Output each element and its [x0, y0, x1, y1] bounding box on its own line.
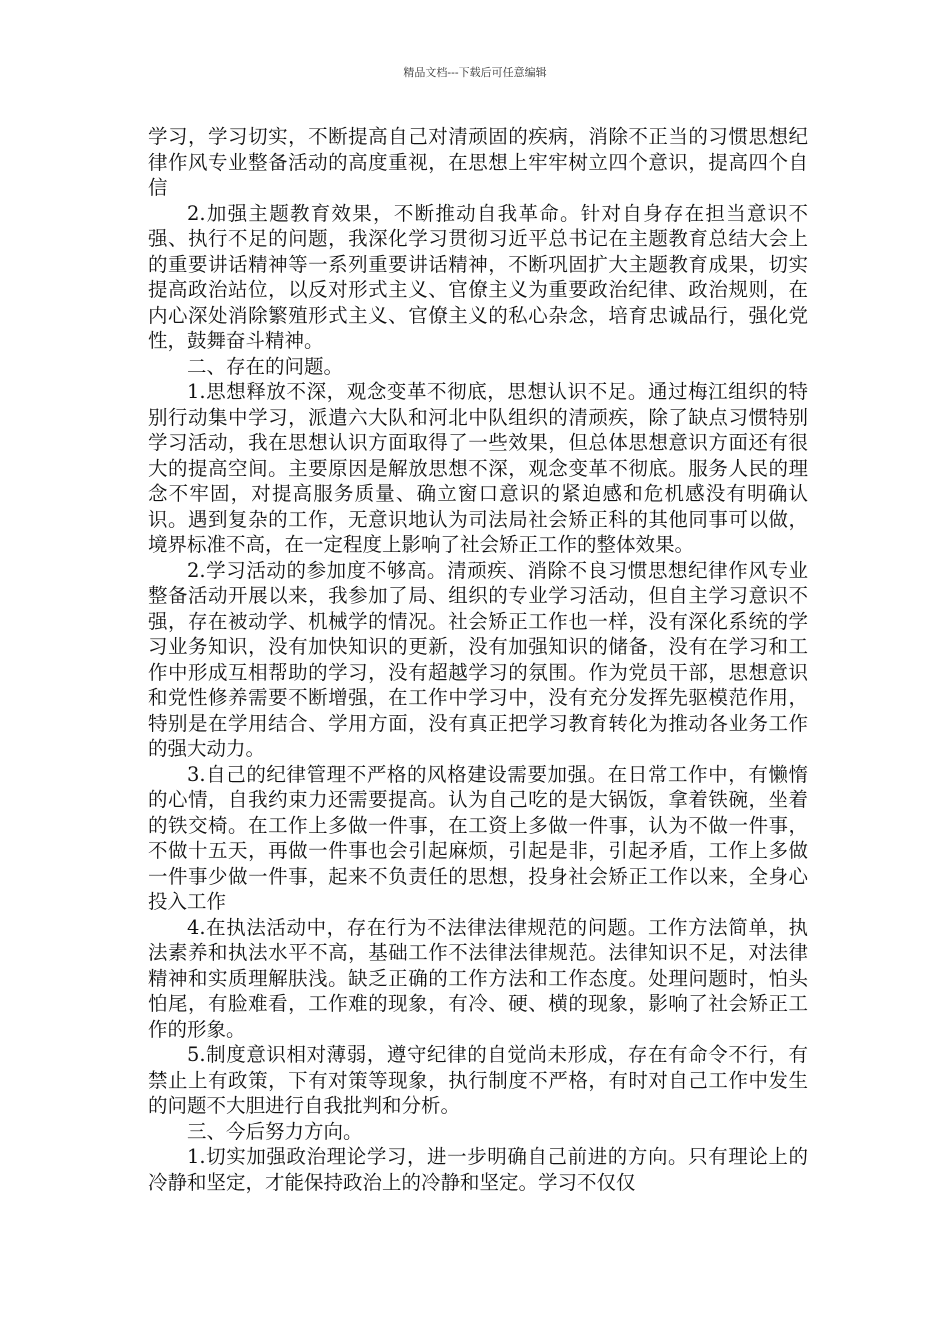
paragraph: 2.加强主题教育效果，不断推动自我革命。针对自身存在担当意识不强、执行不足的问题，我深化学习贯彻习近平总书记在主题教育总结大会上的重要讲话精神等一系列重要讲话精神，不断巩固扩大主题教育成果，切实提高政治站位，以反对形式主义、官僚主义为重要政治纪律、政治规则，在内心深处消除繁殖形式主义、官僚主义的私心杂念，培育忠诚品行，强化党性，鼓舞奋斗精神。 — [148, 201, 808, 352]
paragraph: 4.在执法活动中，存在行为不法律法律规范的问题。工作方法简单，执法素养和执法水平不高，基础工作不法律法律规范。法律知识不足，对法律精神和实质理解肤浅。缺乏正确的工作方法和工作态度。处理问题时，怕头怕尾，有脸难看，工作难的现象，有冷、硬、横的现象，影响了社会矫正工作的形象。 — [148, 915, 808, 1041]
paragraph: 3.自己的纪律管理不严格的风格建设需要加强。在日常工作中，有懒惰的心情，自我约束力还需要提高。认为自己吃的是大锅饭，拿着铁碗，坐着的铁交椅。在工作上多做一件事，在工资上多做一件事，认为不做一件事，不做十五天，再做一件事也会引起麻烦，引起是非，引起矛盾，工作上多做一件事少做一件事，起来不负责任的思想，投身社会矫正工作以来，全身心投入工作 — [148, 762, 808, 913]
section-heading: 二、存在的问题。 — [187, 354, 344, 378]
section-heading: 三、今后努力方向。 — [187, 1119, 363, 1143]
paragraph: 5.制度意识相对薄弱，遵守纪律的自觉尚未形成，存在有命令不行，有禁止上有政策，下有对策等现象，执行制度不严格，有时对自己工作中发生的问题不大胆进行自我批判和分析。 — [148, 1043, 808, 1117]
document-body — [148, 124, 808, 1195]
paragraph: 2.学习活动的参加度不够高。清顽疾、消除不良习惯思想纪律作风专业整备活动开展以来，我参加了局、组织的专业学习活动，但自主学习意识不强，存在被动学、机械学的情况。社会矫正工作也一样，没有深化系统的学习业务知识，没有加快知识的更新，没有加强知识的储备，没有在学习和工作中形成互相帮助的学习，没有超越学习的氛围。作为党员干部，思想意识和党性修养需要不断增强，在工作中学习中，没有充分发挥先驱模范作用，特别是在学用结合、学用方面，没有真正把学习教育转化为推动各业务工作的强大动力。 — [148, 558, 808, 760]
paragraph: 1.切实加强政治理论学习，进一步明确自己前进的方向。只有理论上的冷静和坚定，才能保持政治上的冷静和坚定。学习不仅仅 — [148, 1145, 808, 1194]
paragraph: 1.思想释放不深，观念变革不彻底，思想认识不足。通过梅江组织的特别行动集中学习，派遣六大队和河北中队组织的清顽疾，除了缺点习惯特别学习活动，我在思想认识方面取得了一些效果，但总体思想意识方面还有很大的提高空间。主要原因是解放思想不深，观念变革不彻底。服务人民的理念不牢固，对提高服务质量、确立窗口意识的紧迫感和危机感没有明确认识。遇到复杂的工作，无意识地认为司法局社会矫正科的其他同事可以做，境界标准不高，在一定程度上影响了社会矫正工作的整体效果。 — [148, 380, 808, 556]
page-header: 精品文档---下载后可任意编辑 — [403, 66, 547, 79]
paragraph: 学习，学习切实，不断提高自己对清顽固的疾病，消除不正当的习惯思想纪律作风专业整备活动的高度重视，在思想上牢牢树立四个意识，提高四个自信 — [148, 125, 808, 199]
